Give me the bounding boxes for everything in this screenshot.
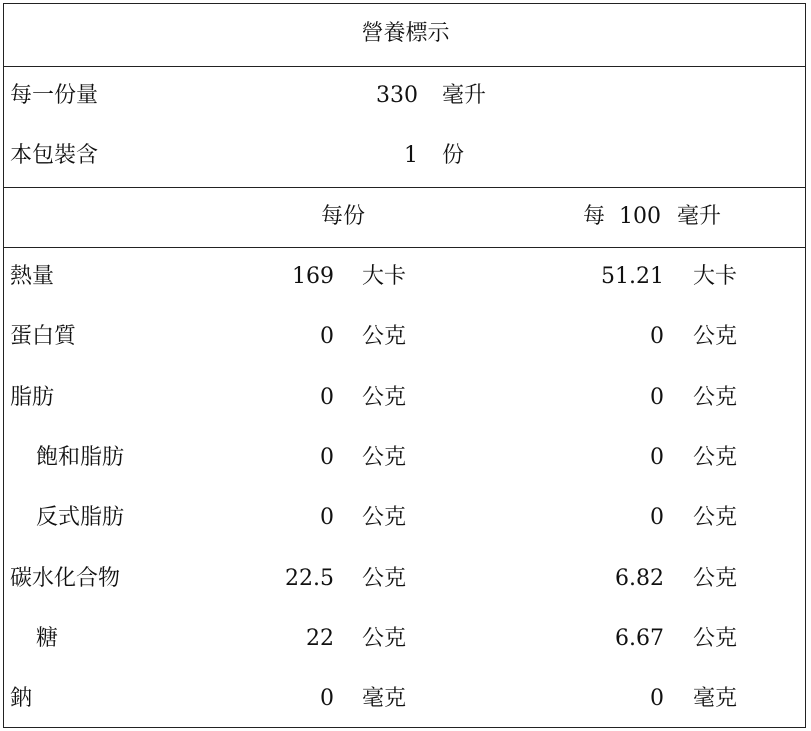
per-100ml-value: 6.67 (615, 626, 664, 651)
per-100ml-value: 51.21 (601, 264, 664, 289)
per-100ml-value: 0 (650, 324, 664, 349)
nutrient-name: 脂肪 (10, 385, 55, 410)
per-100ml-value: 0 (650, 445, 664, 470)
per-serving-value: 0 (320, 686, 334, 711)
nutrient-name: 反式脂肪 (36, 505, 125, 530)
nutrient-name: 碳水化合物 (10, 566, 121, 591)
per-serving-unit: 毫克 (362, 686, 407, 711)
per-serving-value: 0 (320, 324, 334, 349)
divider (4, 187, 805, 188)
per-100ml-unit: 公克 (693, 445, 738, 470)
per-serving-unit: 公克 (362, 566, 407, 591)
per-serving-unit: 公克 (362, 385, 407, 410)
serving-size-unit: 毫升 (442, 83, 487, 108)
per-serving-value: 0 (320, 505, 334, 530)
serving-size-label: 每一份量 (10, 83, 99, 108)
divider (4, 247, 805, 248)
column-header-per-100-unit: 毫升 (677, 204, 722, 229)
per-serving-unit: 公克 (362, 505, 407, 530)
servings-per-package-label: 本包裝含 (10, 143, 99, 168)
per-serving-value: 0 (320, 445, 334, 470)
per-serving-unit: 公克 (362, 626, 407, 651)
nutrient-name: 糖 (36, 626, 59, 651)
serving-size-value: 330 (376, 83, 418, 108)
nutrient-name: 鈉 (10, 686, 33, 711)
nutrient-name: 蛋白質 (10, 324, 77, 349)
per-100ml-unit: 大卡 (693, 264, 738, 289)
per-serving-unit: 公克 (362, 324, 407, 349)
per-100ml-unit: 公克 (693, 324, 738, 349)
per-100ml-value: 0 (650, 686, 664, 711)
nutrition-label (3, 3, 806, 728)
nutrient-name: 飽和脂肪 (36, 445, 125, 470)
per-serving-unit: 大卡 (362, 264, 407, 289)
per-100ml-unit: 公克 (693, 566, 738, 591)
servings-per-package-unit: 份 (442, 143, 465, 168)
servings-per-package-value: 1 (404, 143, 418, 168)
per-100ml-unit: 公克 (693, 385, 738, 410)
per-100ml-value: 0 (650, 385, 664, 410)
per-serving-value: 22.5 (285, 566, 334, 591)
nutrient-name: 熱量 (10, 264, 55, 289)
per-serving-value: 0 (320, 385, 334, 410)
per-100ml-value: 6.82 (615, 566, 664, 591)
per-serving-value: 169 (292, 264, 334, 289)
label-title: 營養標示 (361, 21, 450, 46)
column-header-per-serving: 每份 (321, 204, 366, 229)
per-100ml-unit: 毫克 (693, 686, 738, 711)
per-serving-unit: 公克 (362, 445, 407, 470)
per-serving-value: 22 (306, 626, 334, 651)
per-100ml-unit: 公克 (693, 505, 738, 530)
column-header-per-100-prefix: 每 (583, 204, 606, 229)
per-100ml-unit: 公克 (693, 626, 738, 651)
divider (4, 66, 805, 67)
per-100ml-value: 0 (650, 505, 664, 530)
column-header-per-100-value: 100 (619, 204, 661, 229)
